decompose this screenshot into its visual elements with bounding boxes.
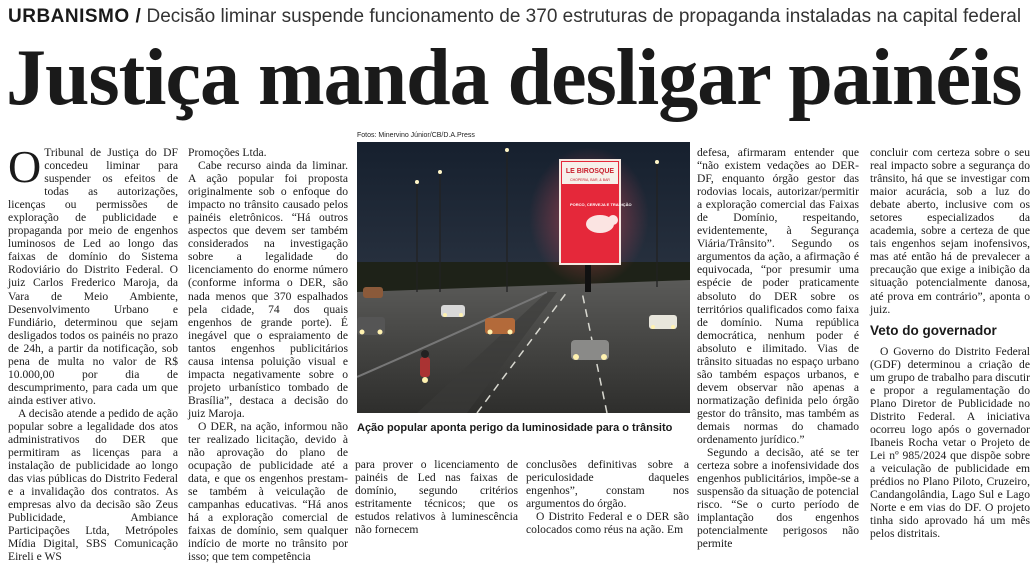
body-column-6 bbox=[870, 146, 1030, 540]
car bbox=[357, 317, 385, 335]
article-photo bbox=[357, 142, 690, 413]
body-paragraph: O Tribunal de Justiça do DF concedeu liminar para suspender os efeitos de todas as autorizações, licenças ou permissões de exploração de publicidade e propaganda por meio de engenhos luminosos de Led ao longo das faixas de domínio do Sistema Rodoviário do Distrito Federal. O juiz Carlos Frederico Maroja, da Vara de Meio Ambiente, Desenvolvimento Urbano e Fundiário, determinou que sejam desligados todos os painéis no prazo de 24h, a partir da notificação, sob pena de multa no valor de R$ 10.000,00 por dia de descumprimento, para cada um que ainda estiver ativo. bbox=[8, 141, 178, 407]
car bbox=[649, 315, 677, 329]
body-paragraph: Cabe recurso ainda da liminar. A ação popular foi proposta originalmente sob o enfoque do impacto no trânsito causado pelos painéis eletrônicos. “Há outros aspectos que devem ser também considerados na investigação sobre a legalidade do licenciamento do enorme número (conforme informa o DER, são nada menos que 370 espalhados pela cidade, 74 dos quais engenhos de grande porte). É inegável que o espraiamento de tantos engenhos publicitários causa intensa poluição visual e impacta negativamente sobre o projeto urbanístico tombado de Brasília”, destaca a decisão do juiz Maroja. bbox=[188, 159, 348, 420]
billboard-brand: LE BIROSQUE bbox=[565, 168, 615, 175]
body-paragraph: O Distrito Federal e o DER são colocados como réus na ação. Em bbox=[526, 510, 689, 537]
body-column-4 bbox=[526, 458, 689, 536]
billboard-text: PORCO, CERVEJA E TRADIÇÃO bbox=[570, 202, 632, 207]
article-subtitle: Decisão liminar suspende funcionamento de 370 estruturas de propaganda instaladas na capital federal bbox=[146, 6, 1022, 27]
body-paragraph: conclusões definitivas sobre a periculosidade daqueles engenhos”, constam nos argumentos do órgão. bbox=[526, 458, 689, 511]
body-column-1 bbox=[8, 141, 178, 564]
body-paragraph: concluir com certeza sobre o seu real impacto sobre a segurança do trânsito, há que se investigar com maior acurácia, sob a luz do debate aberto, inclusive com os setores especializados da academia, sobre a certeza de que tais engenhos sejam inofensivos, mas até então há de prevalecer a precaução que exige a inibição da situação potencialmente danosa, até prova em contrário”, aponta o juiz. bbox=[870, 146, 1030, 316]
car bbox=[363, 287, 383, 298]
car bbox=[441, 305, 465, 317]
section-subhead: Veto do governador bbox=[870, 322, 997, 338]
photo-caption: Ação popular aponta perigo da luminosidade para o trânsito bbox=[357, 422, 673, 434]
photo-credit: Fotos: Minervino Júnior/CB/D.A.Press bbox=[357, 132, 475, 139]
body-paragraph: defesa, afirmaram entender que “não existem vedações ao DER-DF, enquanto órgão gestor das rodovias locais, autorizar/permitir a exploração comercial das Faixas de Domínio, respeitando, evidentemente, à Segurança Viária/Trânsito”. Segundo os argumentos da ação, a afirmação é equivocada, “por presumir uma espécie de poder praticamente absoluto do DER sobre os territórios qualificados como faixa de domínio. Numa república democrática, nenhum poder é absoluto e ilimitado. Vias de trânsito situadas no espaço urbano são também espaços urbanos, e devem observar não apenas a normatização definida pelo órgão gestor do trânsito, mas também as demais normas do chamado ordenamento jurídico.” bbox=[697, 146, 859, 447]
billboard-tagline: CHOPERIA, BAR, & BAR bbox=[570, 178, 610, 182]
article-kicker bbox=[8, 6, 1021, 28]
body-paragraph: O Governo do Distrito Federal (GDF) determinou a criação de um grupo de trabalho para discutir e propor a regulamentação do Plano Diretor de Publicidade no Distrito Federal. A iniciativa ocorreu logo após o governador Ibaneis Rocha vetar o Projeto de Lei nº 985/2024 que dispõe sobre a veiculação de publicidade em prédios no Plano Piloto, Cruzeiro, Candangolândia, Lago Sul e Lago Norte e em vias do DF. O projeto tinha sido aprovado há um mês pelos distritais. bbox=[870, 344, 1031, 541]
article-headline: Justiça manda desligar painéis bbox=[6, 34, 1022, 122]
body-column-2 bbox=[188, 146, 348, 564]
body-paragraph: para prover o licenciamento de painéis de Led nas faixas de domínio, segundo critérios estritamente técnicos; que os estudos relativos à luminescência não fornecem bbox=[355, 458, 518, 537]
body-paragraph: Segundo a decisão, até se ter certeza sobre a inofensividade dos engenhos publicitários, impõe-se a suspensão da situação de potencial risco. “Se o curto período de implantação dos engenhos potencialmente perigosos não permite bbox=[697, 446, 859, 551]
drop-cap: O bbox=[8, 141, 42, 192]
body-paragraph: Promoções Ltda. bbox=[188, 146, 267, 159]
section-label: URBANISMO / bbox=[8, 6, 142, 27]
car bbox=[485, 318, 515, 335]
body-column-3 bbox=[355, 458, 518, 536]
body-paragraph: O DER, na ação, informou não ter realizado licitação, devido à não aprovação do plano de ocupação de publicidade até a data, e que os engenhos prestam-se também à veiculação de campanhas educativas. “Há anos há a exploração comercial de faixas de domínio, sem qualquer indício de morte no trânsito por isso; que tem competência bbox=[188, 419, 348, 564]
car bbox=[571, 340, 609, 360]
body-paragraph: A decisão atende a pedido de ação popular sobre a legalidade dos atos administrativos do DER que permitiram as licenças para a instalação de publicidade ao longo das vias públicas do Distrito Federal e a invalidação dos contratos. As empresas alvo da decisão são Zeus Publicidade, Ambiance Participações Ltda, Metrópoles Mídia Digital, SBS Comunicação Eireli e WS bbox=[8, 406, 178, 564]
night-road-photo bbox=[357, 142, 690, 413]
body-column-5 bbox=[697, 146, 859, 550]
